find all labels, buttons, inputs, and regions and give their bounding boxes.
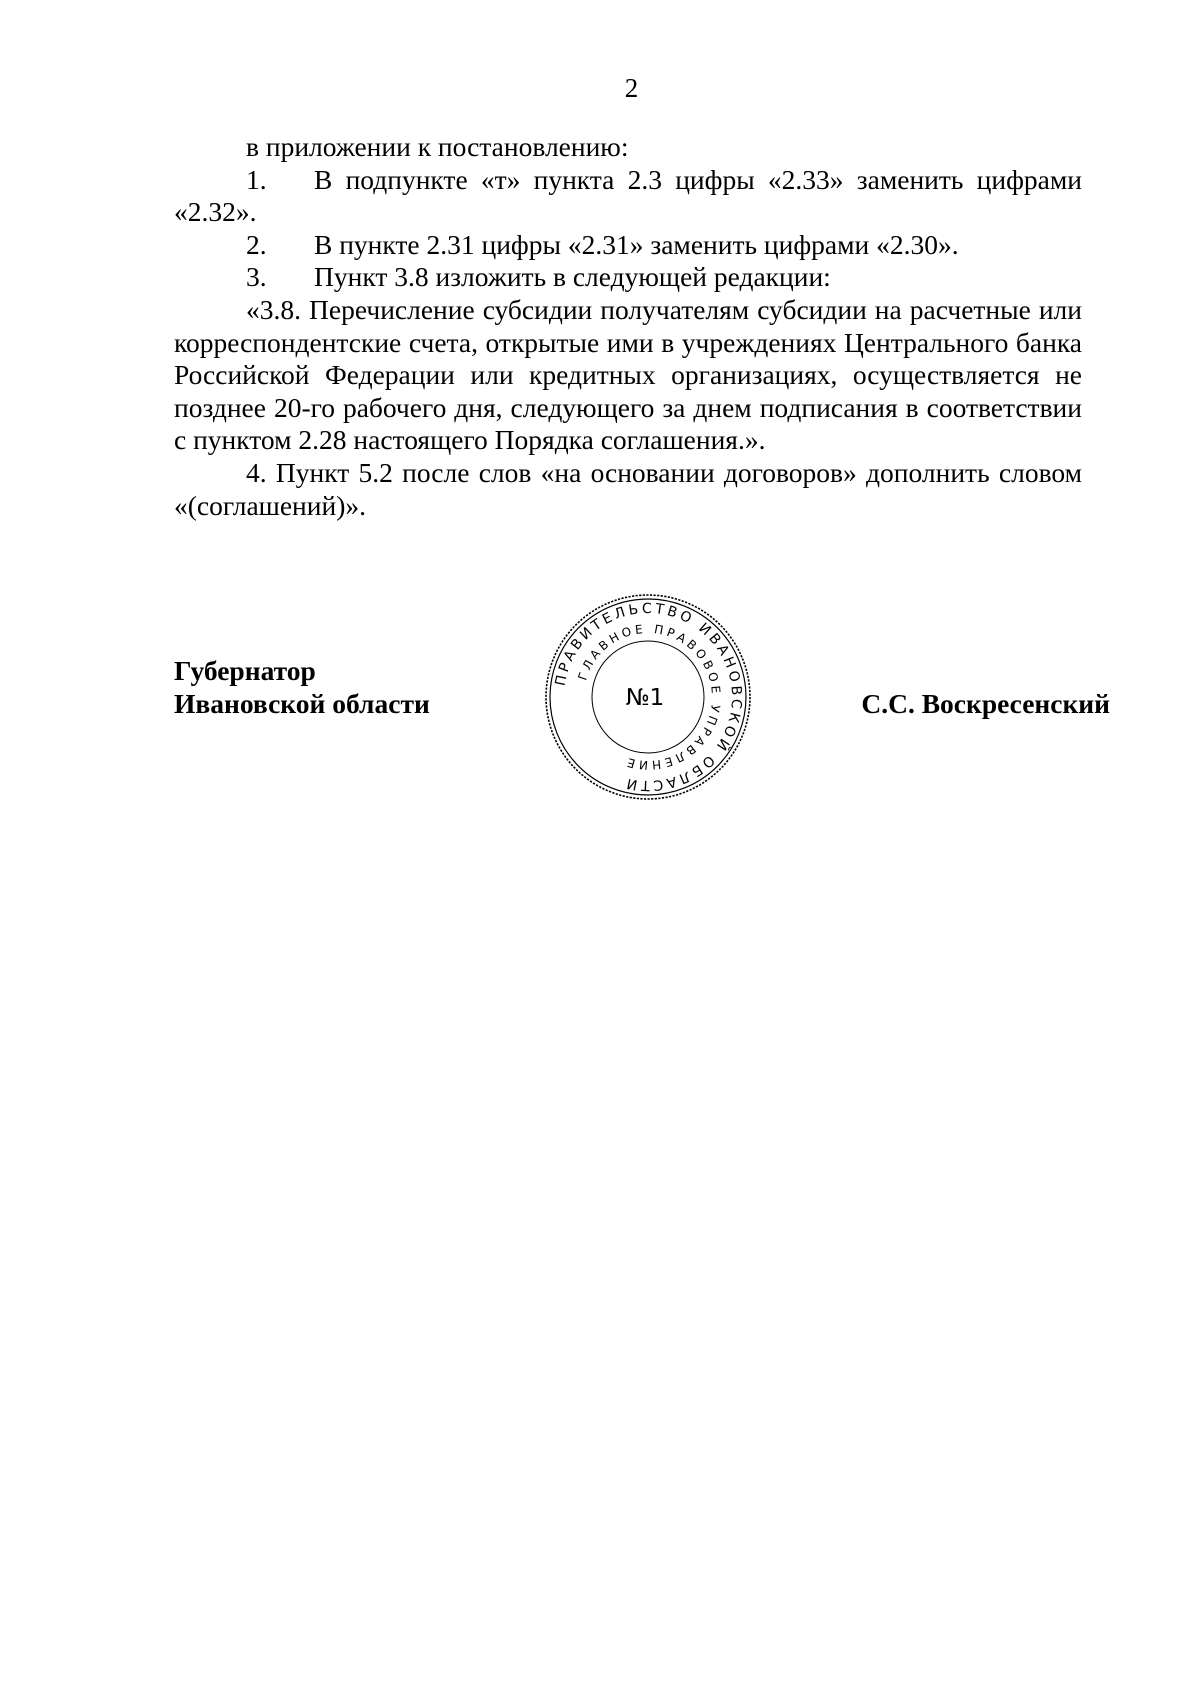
page-number: 2 (624, 73, 639, 103)
list-item-3 (174, 261, 1082, 294)
document-body (174, 131, 1082, 522)
position-line-2: Ивановской области (174, 688, 430, 719)
seal-inner-text: ГЛАВНОЕ ПРАВОВОЕ УПРАВЛЕНИЕ (575, 621, 724, 773)
list-item-1 (174, 164, 1082, 229)
quoted-paragraph: «3.8. Перечисление субсидии получателям субсидии на расчетные или корреспондентские счета, открытые ими в учреждениях Центрального банка Российской Федерации или кредитных организациях, осуществляется не позднее 20-го рабочего дня, следующего за днем подписания в соответствии с пунктом 2.28 настоящего Порядка соглашения.». (174, 293, 1082, 456)
list-item-number: 1. (246, 163, 267, 195)
intro-line: в приложении к постановлению: (246, 131, 629, 162)
list-item-number: 3. (246, 261, 267, 293)
list-item-number: 2. (246, 228, 267, 260)
list-item-text: Пункт 3.8 изложить в следующей редакции: (314, 261, 831, 293)
list-item-text: В подпункте «т» пункта 2.3 цифры «2.33» заменить цифрами «2.32». (174, 163, 1082, 228)
signatory-position (174, 654, 430, 720)
list-item-2 (174, 229, 1082, 262)
list-item-4: 4. Пункт 5.2 после слов «на основании договоров» дополнить словом «(соглашений)». (174, 456, 1082, 521)
official-seal-stamp (543, 592, 753, 802)
seal-center-number: №1 (625, 685, 665, 711)
seal-icon (543, 592, 753, 802)
seal-outer-text: ПРАВИТЕЛЬСТВО ИВАНОВСКОЙ ОБЛАСТИ (552, 600, 745, 794)
list-item-text: В пункте 2.31 цифры «2.31» заменить цифрами «2.30». (314, 228, 959, 260)
position-line-1: Губернатор (174, 655, 316, 686)
signatory-name: С.С. Воскресенский (861, 688, 1110, 719)
